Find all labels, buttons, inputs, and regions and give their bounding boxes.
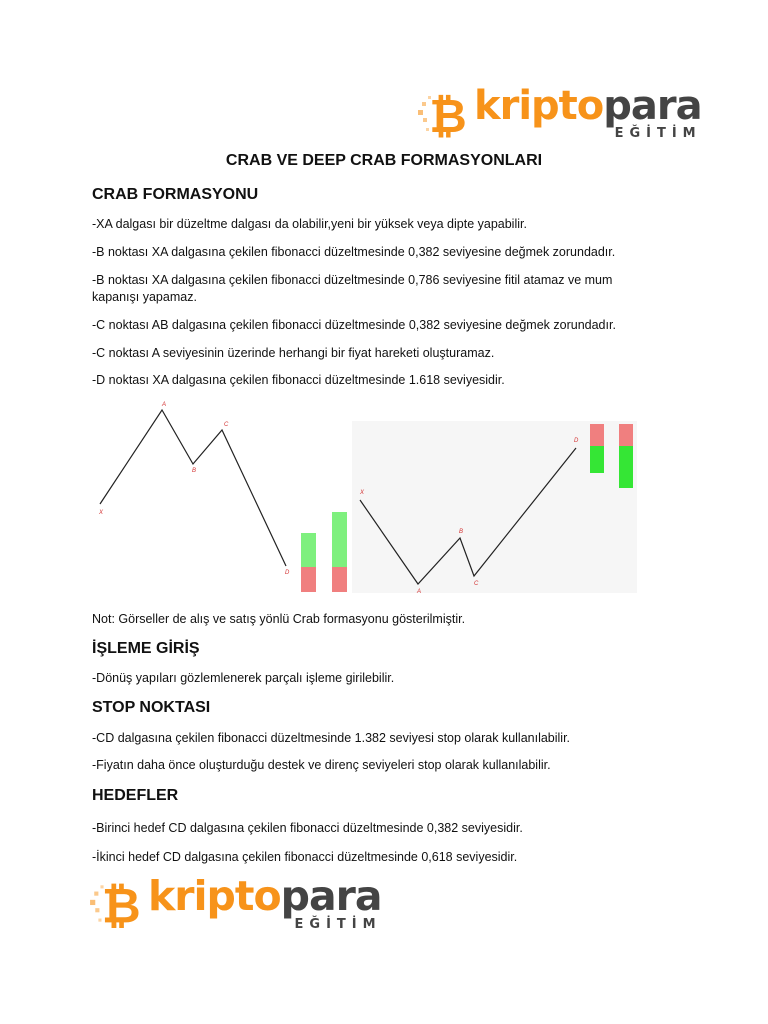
brand-sub: EĞİTİM xyxy=(294,917,382,932)
bear-label-c: C xyxy=(474,581,479,587)
bitcoin-logo-icon xyxy=(88,877,142,931)
bull-label-d: D xyxy=(285,570,290,576)
bull-target-2-green xyxy=(332,512,347,567)
bear-label-b: B xyxy=(459,529,464,535)
page-title: CRAB VE DEEP CRAB FORMASYONLARI xyxy=(225,152,543,169)
bitcoin-logo-icon xyxy=(416,88,468,140)
svg-text:₿: ₿ xyxy=(101,880,141,931)
brand-sub: EĞİTİM xyxy=(614,126,702,141)
bullish-pattern-line xyxy=(100,410,286,566)
stop-line-1: -CD dalgasına çekilen fibonacci düzeltmesinde 1.382 seviyesi stop olarak kullanılabilir. xyxy=(92,731,571,745)
bear-stop-1-red xyxy=(590,424,604,446)
crab-pattern-figure xyxy=(90,396,650,600)
bull-stop-2-red xyxy=(332,567,347,592)
bull-stop-1-red xyxy=(301,567,316,592)
brand-kripto: kripto xyxy=(148,872,281,920)
bull-label-x: X xyxy=(99,510,104,516)
entry-heading: İŞLEME GİRİŞ xyxy=(92,640,200,657)
crab-line-2: -B noktası XA dalgasına çekilen fibonacci düzeltmesinde 0,382 seviyesine değmek zorundadır. xyxy=(92,245,616,259)
bull-target-1-green xyxy=(301,533,316,567)
target-line-1: -Birinci hedef CD dalgasına çekilen fibonacci düzeltmesinde 0,382 seviyesidir. xyxy=(92,821,523,835)
targets-heading: HEDEFLER xyxy=(92,787,179,804)
entry-text: -Dönüş yapıları gözlemlenerek parçalı işleme girilebilir. xyxy=(92,671,395,685)
bull-label-c: C xyxy=(224,422,229,428)
bear-stop-2-red xyxy=(619,424,633,446)
crab-line-4: -C noktası AB dalgasına çekilen fibonacci düzeltmesinde 0,382 seviyesine değmek zorundadır. xyxy=(92,318,616,332)
crab-heading: CRAB FORMASYONU xyxy=(92,186,259,203)
bear-label-x: X xyxy=(360,490,365,496)
top-logo xyxy=(416,83,702,141)
bear-label-d: D xyxy=(574,438,579,444)
crab-line-5: -C noktası A seviyesinin üzerinde herhangi bir fiyat hareketi oluşturamaz. xyxy=(92,346,495,360)
crab-line-6: -D noktası XA dalgasına çekilen fibonacci düzeltmesinde 1.618 seviyesidir. xyxy=(92,373,505,387)
stop-heading: STOP NOKTASI xyxy=(92,699,211,716)
bull-label-b: B xyxy=(192,468,197,474)
bear-target-1-green xyxy=(590,446,604,473)
crab-line-1: -XA dalgası bir düzeltme dalgası da olabilir,yeni bir yüksek veya dipte yapabilir. xyxy=(92,217,527,231)
brand-para: para xyxy=(603,83,702,129)
bottom-logo xyxy=(88,872,382,932)
brand-kripto: kripto xyxy=(474,83,604,129)
crab-line-3: -B noktası XA dalgasına çekilen fibonacci düzeltmesinde 0,786 seviyesine fitil atamaz ve mum kapanışı yapamaz. xyxy=(92,273,613,304)
bear-label-a: A xyxy=(417,589,422,595)
figure-note: Not: Görseller de alış ve satış yönlü Crab formasyonu gösterilmiştir. xyxy=(92,612,466,626)
brand-para: para xyxy=(280,872,382,920)
bear-target-2-green xyxy=(619,446,633,488)
target-line-2: -İkinci hedef CD dalgasına çekilen fibonacci düzeltmesinde 0,618 seviyesidir. xyxy=(92,850,518,864)
bull-label-a: A xyxy=(162,402,167,408)
stop-line-2: -Fiyatın daha önce oluşturduğu destek ve direnç seviyeleri stop olarak kullanılabilir. xyxy=(92,758,551,772)
svg-text:₿: ₿ xyxy=(429,89,467,140)
